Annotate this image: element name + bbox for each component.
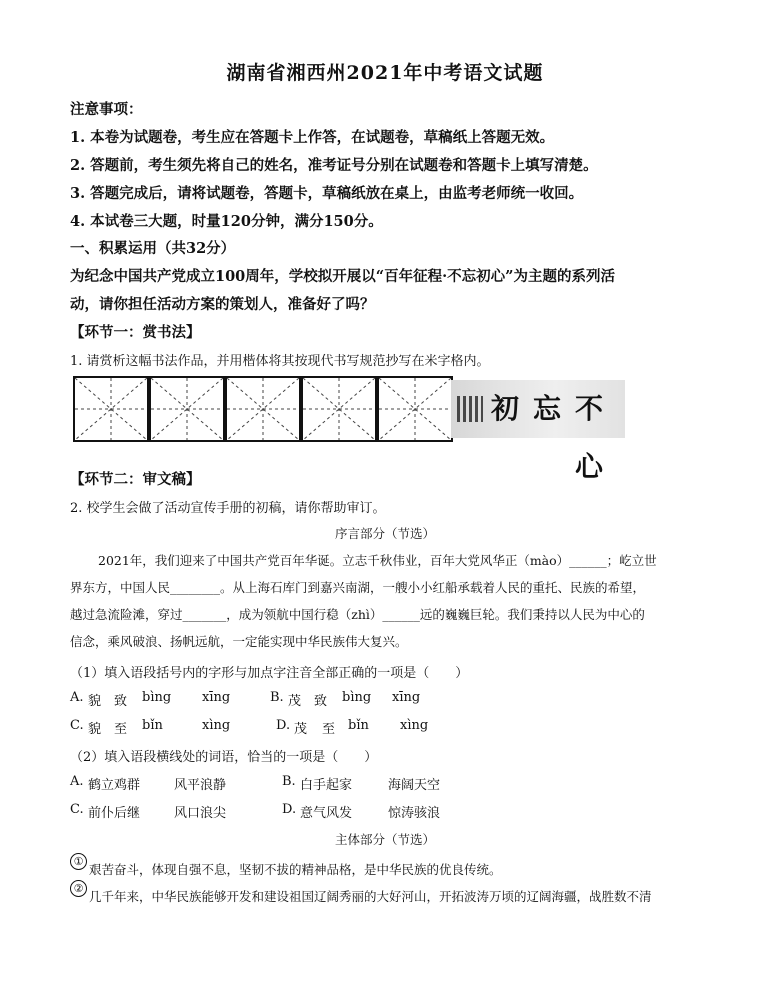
mizi-grid-cell[interactable] <box>149 376 225 442</box>
option-letter: A. <box>70 774 84 789</box>
calligraphy-text: 不忘初心 <box>490 392 617 483</box>
main-item <box>70 853 710 877</box>
question-1: 1. 请赏析这幅书法作品，并用楷体将其按现代书写规范抄写在米字格内。 <box>70 354 490 369</box>
option-text: 风平浪静 <box>174 778 227 793</box>
part-heading: 【环节二：审文稿】 <box>70 471 201 488</box>
intro-text: 为纪念中国共产党成立100周年，学校拟开展以“百年征程·不忘初心”为主题的系列活 <box>70 268 615 285</box>
option-text: 意气风发 <box>300 806 353 821</box>
sub-question-2: （2）填入语段横线处的词语，恰当的一项是（ ） <box>70 750 378 765</box>
notice-item: 3. 答题完成后，请将试题卷，答题卡，草稿纸放在桌上，由监考老师统一收回。 <box>70 185 584 202</box>
notice-item: 4. 本试卷三大题，时量120分钟，满分150分。 <box>70 213 383 230</box>
main-item-text: 艰苦奋斗，体现自强不息，坚韧不拔的精神品格，是中华民族的优良传统。 <box>89 862 502 877</box>
option-letter: C. <box>70 802 84 817</box>
option-text: bǐn <box>348 718 369 733</box>
option-text: 貌 <box>88 694 102 709</box>
option-text: 茂 <box>294 722 308 737</box>
option-text: 前仆后继 <box>88 806 141 821</box>
option-text: 惊涛骇浪 <box>388 806 441 821</box>
preface-text: 越过急流险滩，穿过_______，成为领航中国行稳（zhì）______远的巍巍巨轮。我们秉持以人民为中心的 <box>70 607 645 622</box>
notice-heading: 注意事项： <box>70 101 143 118</box>
option-letter: A. <box>70 690 84 705</box>
question-2: 2. 校学生会做了活动宣传手册的初稿，请你帮助审订。 <box>70 501 386 516</box>
mizi-grid-cell[interactable] <box>73 376 149 442</box>
option-text: 至 <box>322 722 336 737</box>
option-text: 至 <box>114 722 128 737</box>
main-item-text: 几千年来，中华民族能够开发和建设祖国辽阔秀丽的大好河山，开拓波涛万顷的辽阔海疆，战胜数不清 <box>89 889 652 904</box>
option-text: xìng <box>400 718 429 733</box>
notice-item: 1. 本卷为试题卷，考生应在答题卡上作答，在试题卷，草稿纸上答题无效。 <box>70 129 555 146</box>
option-text: bǐn <box>142 718 163 733</box>
option-text: bìng <box>342 690 372 705</box>
option-text: 白手起家 <box>300 778 353 793</box>
option-letter: D. <box>282 802 297 817</box>
option-letter: D. <box>276 718 291 733</box>
option-text: xìng <box>202 718 231 733</box>
option-text: 茂 <box>288 694 302 709</box>
option-text: xīng <box>202 690 231 705</box>
option-text: 鹤立鸡群 <box>88 778 141 793</box>
option-letter: B. <box>282 774 296 789</box>
preface-text: 2021年，我们迎来了中国共产党百年华诞。立志千秋伟业，百年大党风华正（mào）______；屹立世 <box>98 553 657 568</box>
sub-question-1: （1）填入语段括号内的字形与加点字注音全部正确的一项是（ ） <box>70 666 469 681</box>
intro-text: 动，请你担任活动方案的策划人，准备好了吗？ <box>70 296 375 313</box>
calligraphy-artwork <box>451 380 625 483</box>
preface-text: 信念，乘风破浪、扬帆远航，一定能实现中华民族伟大复兴。 <box>70 634 408 649</box>
option-text: 致 <box>114 694 128 709</box>
page-title: 湖南省湘西州2021年中考语文试题 <box>226 62 544 84</box>
option-text: 致 <box>314 694 328 709</box>
preface-heading: 序言部分（节选） <box>334 526 435 541</box>
circled-number: ② <box>70 880 87 897</box>
circled-number: ① <box>70 853 87 870</box>
option-text: 海阔天空 <box>388 778 441 793</box>
option-text: 貌 <box>88 722 102 737</box>
mizi-grid-cell[interactable] <box>225 376 301 442</box>
mizi-grid-cell[interactable] <box>301 376 377 442</box>
option-text: 风口浪尖 <box>174 806 227 821</box>
option-letter: B. <box>270 690 284 705</box>
option-letter: C. <box>70 718 84 733</box>
section-heading: 一、积累运用（共32分） <box>70 240 236 257</box>
main-item <box>70 880 710 904</box>
option-text: bìng <box>142 690 172 705</box>
notice-item: 2. 答题前，考生须先将自己的姓名，准考证号分别在试题卷和答题卡上填写清楚。 <box>70 157 598 174</box>
part-heading: 【环节一：赏书法】 <box>70 324 201 341</box>
option-text: xīng <box>392 690 421 705</box>
main-heading: 主体部分（节选） <box>334 832 435 847</box>
preface-text: 界东方，中国人民________。从上海石库门到嘉兴南湖，一艘小小红船承载着人民的重托、民族的希望， <box>70 580 646 595</box>
mizi-grid-cell[interactable] <box>377 376 453 442</box>
